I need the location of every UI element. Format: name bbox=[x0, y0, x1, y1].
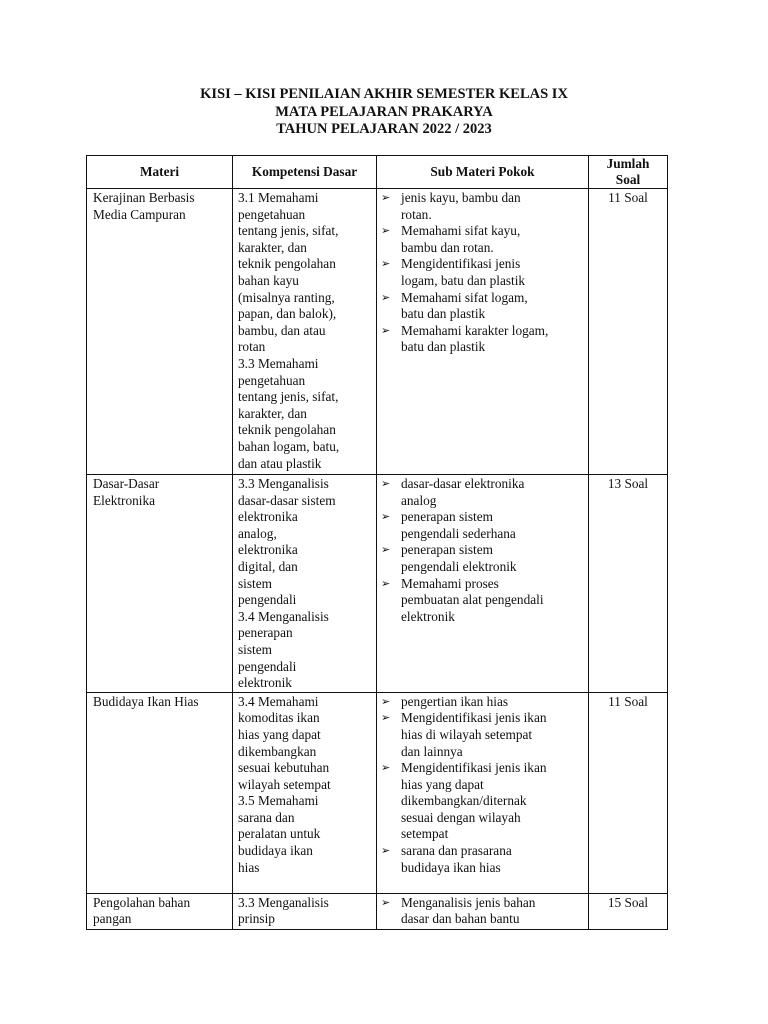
sub-materi-line: Mengidentifikasi jenis bbox=[401, 256, 521, 272]
sub-materi-item bbox=[381, 190, 584, 223]
kompetensi-line: hias yang dapat bbox=[238, 726, 321, 742]
title-line-1: KISI – KISI PENILAIAN AKHIR SEMESTER KELAS IX bbox=[200, 86, 568, 102]
sub-materi-line: Mengidentifikasi jenis ikan bbox=[401, 710, 547, 726]
cell-sub-materi bbox=[377, 692, 589, 893]
sub-materi-line: penerapan sistem bbox=[401, 542, 493, 558]
sub-materi-line: pembuatan alat pengendali bbox=[401, 592, 544, 608]
kompetensi-line: papan, dan balok), bbox=[238, 306, 337, 322]
kompetensi-line: tentang jenis, sifat, bbox=[238, 389, 339, 405]
sub-materi-text bbox=[401, 576, 584, 626]
sub-materi-line: rotan. bbox=[401, 206, 432, 222]
kompetensi-line: teknik pengolahan bbox=[238, 422, 336, 438]
kompetensi-line: tentang jenis, sifat, bbox=[238, 223, 339, 239]
kompetensi-line: elektronik bbox=[238, 675, 292, 691]
materi-line: Pengolahan bahan bbox=[93, 894, 191, 910]
sub-materi-item bbox=[381, 694, 584, 711]
kompetensi-line: wilayah setempat bbox=[238, 776, 331, 792]
arrowhead-bullet-icon: ➢ bbox=[381, 323, 391, 337]
materi-line: Elektronika bbox=[93, 492, 156, 508]
arrowhead-bullet-icon: ➢ bbox=[381, 224, 391, 238]
sub-materi-line: batu dan plastik bbox=[401, 306, 486, 322]
sub-materi-line: analog bbox=[401, 492, 437, 508]
sub-materi-line: Memahami karakter logam, bbox=[401, 322, 549, 338]
header-jumlah-soal bbox=[589, 156, 668, 189]
arrowhead-bullet-icon: ➢ bbox=[381, 844, 391, 858]
kompetensi-line: digital, dan bbox=[238, 558, 298, 574]
kompetensi-line: pengetahuan bbox=[238, 206, 306, 222]
kompetensi-line: sistem bbox=[238, 575, 272, 591]
sub-materi-line: Mengidentifikasi jenis ikan bbox=[401, 760, 547, 776]
kompetensi-line: sistem bbox=[238, 641, 272, 657]
kompetensi-line: karakter, dan bbox=[238, 239, 307, 255]
sub-materi-line: hias di wilayah setempat bbox=[401, 726, 533, 742]
arrowhead-bullet-icon: ➢ bbox=[381, 694, 391, 708]
sub-materi-text bbox=[401, 509, 584, 542]
kompetensi-line: pengendali bbox=[238, 592, 297, 608]
sub-materi-item bbox=[381, 476, 584, 509]
cell-sub-materi bbox=[377, 893, 589, 929]
kompetensi-line: 3.3 Menganalisis bbox=[238, 476, 329, 491]
title-line-3: TAHUN PELAJARAN 2022 / 2023 bbox=[276, 121, 492, 137]
kompetensi-line: 3.1 Memahami bbox=[238, 190, 319, 205]
kompetensi-line: dasar-dasar sistem bbox=[238, 492, 336, 508]
kompetensi-line: elektronika bbox=[238, 542, 298, 558]
sub-materi-line: penerapan sistem bbox=[401, 509, 493, 525]
sub-materi-item bbox=[381, 290, 584, 323]
jumlah-soal-value: 15 Soal bbox=[607, 894, 649, 910]
sub-materi-line: dasar dan bahan bantu bbox=[401, 911, 520, 927]
kompetensi-line: budidaya ikan bbox=[238, 843, 313, 859]
sub-materi-item bbox=[381, 256, 584, 289]
sub-materi-text bbox=[401, 256, 584, 289]
kompetensi-line: prinsip bbox=[238, 911, 275, 927]
table-row bbox=[87, 475, 668, 693]
sub-materi-text bbox=[401, 476, 584, 509]
kompetensi-line: rotan bbox=[238, 339, 266, 355]
sub-materi-line: jenis kayu, bambu dan bbox=[401, 190, 521, 205]
sub-materi-line: pengertian ikan hias bbox=[401, 693, 509, 709]
arrowhead-bullet-icon: ➢ bbox=[381, 290, 391, 304]
jumlah-soal-value: 11 Soal bbox=[608, 190, 648, 205]
header-sub-materi-pokok: Sub Materi Pokok bbox=[377, 156, 589, 189]
kompetensi-line: karakter, dan bbox=[238, 405, 307, 421]
kompetensi-line: analog, bbox=[238, 525, 277, 541]
kompetensi-text bbox=[233, 894, 376, 928]
materi-line: pangan bbox=[93, 911, 132, 927]
sub-materi-item bbox=[381, 223, 584, 256]
kompetensi-line: sarana dan bbox=[238, 809, 295, 825]
sub-materi-text bbox=[401, 223, 584, 256]
sub-materi-text bbox=[401, 542, 584, 575]
table-header-row bbox=[87, 156, 668, 189]
arrowhead-bullet-icon: ➢ bbox=[381, 895, 391, 909]
kompetensi-line: bahan logam, batu, bbox=[238, 438, 340, 454]
kompetensi-text bbox=[233, 189, 376, 472]
arrowhead-bullet-icon: ➢ bbox=[381, 510, 391, 524]
sub-materi-line: Menganalisis jenis bahan bbox=[401, 894, 536, 910]
sub-materi-item bbox=[381, 760, 584, 843]
arrowhead-bullet-icon: ➢ bbox=[381, 711, 391, 725]
sub-materi-line: pengendali sederhana bbox=[401, 525, 516, 541]
jumlah-soal-value: 11 Soal bbox=[608, 693, 648, 709]
kompetensi-line: 3.3 Memahami bbox=[238, 355, 319, 371]
sub-materi-line: batu dan plastik bbox=[401, 339, 486, 355]
cell-kompetensi-dasar bbox=[233, 475, 377, 693]
cell-kompetensi-dasar bbox=[233, 692, 377, 893]
cell-materi bbox=[87, 893, 233, 929]
sub-materi-line: hias yang dapat bbox=[401, 776, 484, 792]
materi-text bbox=[87, 693, 232, 711]
sub-materi-text bbox=[401, 843, 584, 876]
sub-materi-list bbox=[377, 475, 588, 625]
table-row bbox=[87, 893, 668, 929]
kisi-kisi-table bbox=[86, 155, 668, 930]
sub-materi-text bbox=[401, 323, 584, 356]
kompetensi-line: pengendali bbox=[238, 658, 297, 674]
jumlah-soal-value: 13 Soal bbox=[607, 476, 649, 491]
title-line-2: MATA PELAJARAN PRAKARYA bbox=[275, 103, 493, 120]
kompetensi-line: dan atau plastik bbox=[238, 455, 322, 471]
sub-materi-text bbox=[401, 190, 584, 223]
sub-materi-line: pengendali elektronik bbox=[401, 558, 517, 574]
sub-materi-line: bambu dan rotan. bbox=[401, 239, 494, 255]
cell-sub-materi bbox=[377, 475, 589, 693]
kompetensi-line: sesuai kebutuhan bbox=[238, 760, 330, 776]
kompetensi-line: teknik pengolahan bbox=[238, 256, 336, 272]
sub-materi-text bbox=[401, 760, 584, 843]
kompetensi-line: (misalnya ranting, bbox=[238, 289, 335, 305]
materi-text bbox=[87, 475, 232, 509]
cell-jumlah-soal bbox=[589, 475, 668, 693]
cell-kompetensi-dasar bbox=[233, 893, 377, 929]
sub-materi-item bbox=[381, 323, 584, 356]
sub-materi-line: Memahami proses bbox=[401, 575, 499, 591]
header-materi: Materi bbox=[87, 156, 233, 189]
kompetensi-line: komoditas ikan bbox=[238, 710, 320, 726]
materi-text bbox=[87, 894, 232, 928]
sub-materi-line: logam, batu dan plastik bbox=[401, 272, 526, 288]
sub-materi-line: dasar-dasar elektronika bbox=[401, 476, 525, 491]
arrowhead-bullet-icon: ➢ bbox=[381, 543, 391, 557]
sub-materi-line: budidaya ikan hias bbox=[401, 859, 501, 875]
arrowhead-bullet-icon: ➢ bbox=[381, 191, 391, 204]
kompetensi-line: peralatan untuk bbox=[238, 826, 321, 842]
sub-materi-text bbox=[401, 710, 584, 760]
arrowhead-bullet-icon: ➢ bbox=[381, 576, 391, 590]
sub-materi-line: Memahami sifat kayu, bbox=[401, 223, 521, 239]
sub-materi-text bbox=[401, 290, 584, 323]
sub-materi-item bbox=[381, 843, 584, 876]
kompetensi-text bbox=[233, 693, 376, 877]
materi-line: Dasar-Dasar bbox=[93, 476, 160, 491]
kompetensi-text bbox=[233, 475, 376, 692]
sub-materi-line: dan lainnya bbox=[401, 743, 463, 759]
sub-materi-item bbox=[381, 710, 584, 760]
materi-line: Media Campuran bbox=[93, 206, 186, 222]
sub-materi-list bbox=[377, 189, 588, 356]
kompetensi-line: 3.5 Memahami bbox=[238, 793, 319, 809]
kompetensi-line: dikembangkan bbox=[238, 743, 317, 759]
kompetensi-line: 3.4 Menganalisis bbox=[238, 608, 329, 624]
table-row bbox=[87, 692, 668, 893]
materi-text bbox=[87, 189, 232, 223]
sub-materi-line: sarana dan prasarana bbox=[401, 843, 512, 859]
sub-materi-text bbox=[401, 694, 584, 711]
arrowhead-bullet-icon: ➢ bbox=[381, 761, 391, 775]
kompetensi-line: bambu, dan atau bbox=[238, 322, 326, 338]
sub-materi-line: setempat bbox=[401, 826, 449, 842]
materi-line: Budidaya Ikan Hias bbox=[93, 693, 199, 709]
header-jumlah-line2: Soal bbox=[615, 172, 641, 187]
kompetensi-line: hias bbox=[238, 859, 260, 875]
cell-materi bbox=[87, 475, 233, 693]
cell-sub-materi bbox=[377, 189, 589, 475]
sub-materi-item bbox=[381, 576, 584, 626]
cell-materi bbox=[87, 692, 233, 893]
sub-materi-text bbox=[401, 895, 584, 928]
kompetensi-line: elektronika bbox=[238, 509, 298, 525]
sub-materi-item bbox=[381, 895, 584, 928]
kompetensi-line: 3.4 Memahami bbox=[238, 693, 319, 709]
header-kompetensi-dasar: Kompetensi Dasar bbox=[233, 156, 377, 189]
kompetensi-line: 3.3 Menganalisis bbox=[238, 894, 329, 910]
cell-jumlah-soal bbox=[589, 692, 668, 893]
sub-materi-list bbox=[377, 894, 588, 928]
sub-materi-line: Memahami sifat logam, bbox=[401, 289, 528, 305]
arrowhead-bullet-icon: ➢ bbox=[381, 257, 391, 271]
sub-materi-item bbox=[381, 509, 584, 542]
kompetensi-line: bahan kayu bbox=[238, 272, 299, 288]
table-row bbox=[87, 189, 668, 475]
sub-materi-list bbox=[377, 693, 588, 877]
sub-materi-line: dikembangkan/diternak bbox=[401, 793, 527, 809]
cell-materi bbox=[87, 189, 233, 475]
arrowhead-bullet-icon: ➢ bbox=[381, 477, 391, 490]
sub-materi-line: sesuai dengan wilayah bbox=[401, 809, 521, 825]
kompetensi-line: penerapan bbox=[238, 625, 293, 641]
cell-kompetensi-dasar bbox=[233, 189, 377, 475]
materi-line: Kerajinan Berbasis bbox=[93, 190, 195, 205]
sub-materi-line: elektronik bbox=[401, 608, 455, 624]
cell-jumlah-soal bbox=[589, 189, 668, 475]
sub-materi-item bbox=[381, 542, 584, 575]
document-title bbox=[0, 86, 768, 139]
cell-jumlah-soal bbox=[589, 893, 668, 929]
kompetensi-line: pengetahuan bbox=[238, 372, 306, 388]
header-jumlah-line1: Jumlah bbox=[606, 156, 650, 171]
table-body bbox=[87, 189, 668, 930]
